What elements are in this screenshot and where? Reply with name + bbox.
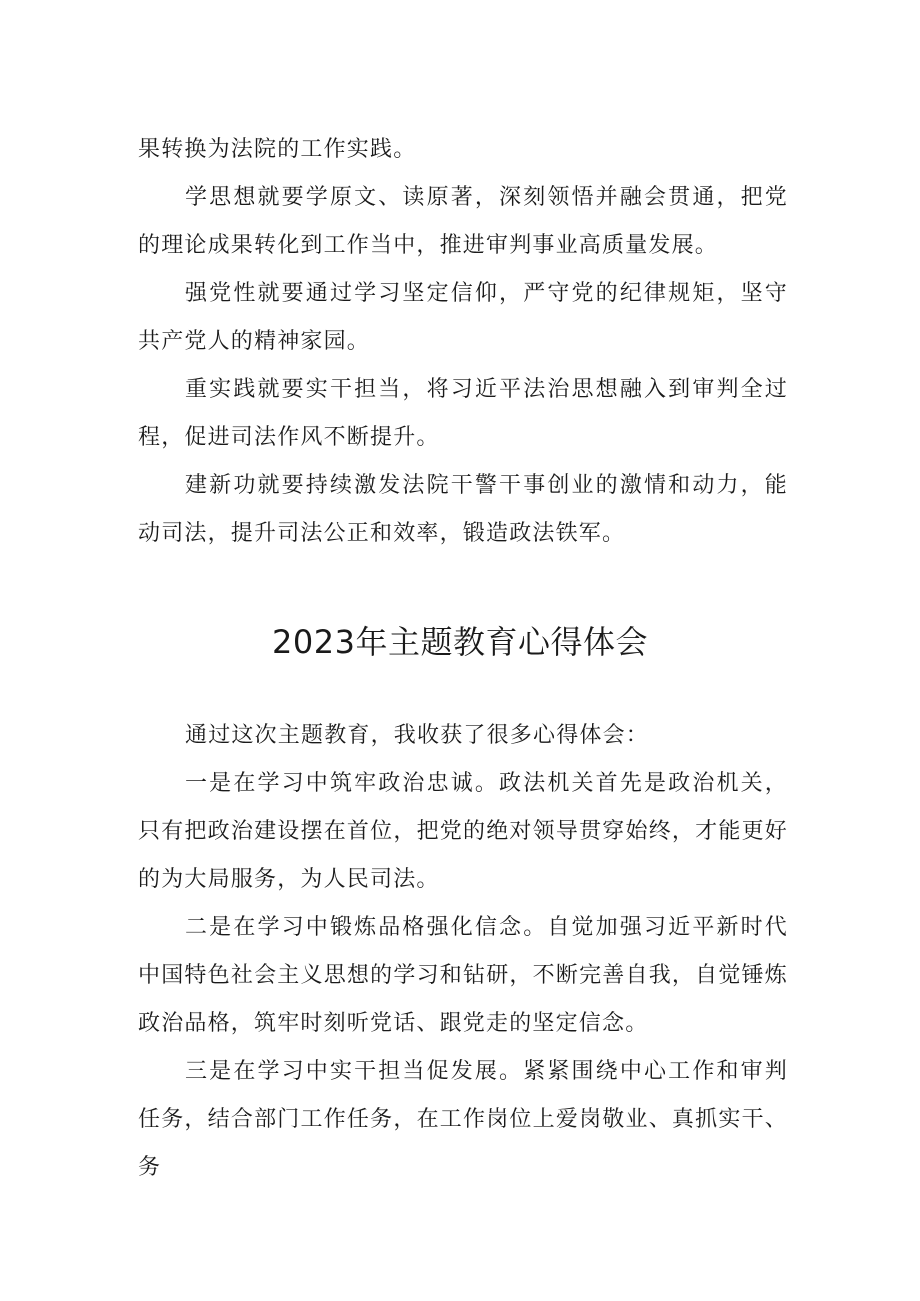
paragraph-study-thought: 学思想就要学原文、读原著，深刻领悟并融会贯通，把党的理论成果转化到工作当中，推进审判事业高质量发展。 — [138, 185, 788, 258]
paragraph-point-one: 一是在学习中筑牢政治忠诚。政法机关首先是政治机关，只有把政治建设摆在首位，把党的绝对领导贯穿始终，才能更好的为大局服务，为人民司法。 — [138, 771, 788, 892]
paragraph-point-three: 三是在学习中实干担当促发展。紧紧围绕中心工作和审判任务，结合部门工作任务，在工作岗位上爱岗敬业、真抓实干、务 — [138, 1059, 788, 1180]
paragraph-new-achievements: 建新功就要持续激发法院干警干事创业的激情和动力，能动司法，提升司法公正和效率，锻造政法铁军。 — [138, 473, 788, 546]
paragraph-practice: 重实践就要实干担当，将习近平法治思想融入到审判全过程，促进司法作风不断提升。 — [138, 377, 788, 450]
continued-paragraph: 果转换为法院的工作实践。 — [138, 137, 417, 162]
paragraph-party-spirit: 强党性就要通过学习坚定信仰，严守党的纪律规矩，坚守共产党人的精神家园。 — [138, 281, 788, 354]
paragraph-point-two: 二是在学习中锻炼品格强化信念。自觉加强习近平新时代中国特色社会主义思想的学习和钻研，不断完善自我，自觉锤炼政治品格，筑牢时刻听党话、跟党走的坚定信念。 — [138, 915, 788, 1036]
article-body — [138, 712, 788, 1192]
paragraph-intro: 通过这次主题教育，我收获了很多心得体会： — [185, 723, 650, 748]
continued-section — [138, 126, 788, 558]
article-title: 2023年主题教育心得体会 — [272, 623, 648, 661]
